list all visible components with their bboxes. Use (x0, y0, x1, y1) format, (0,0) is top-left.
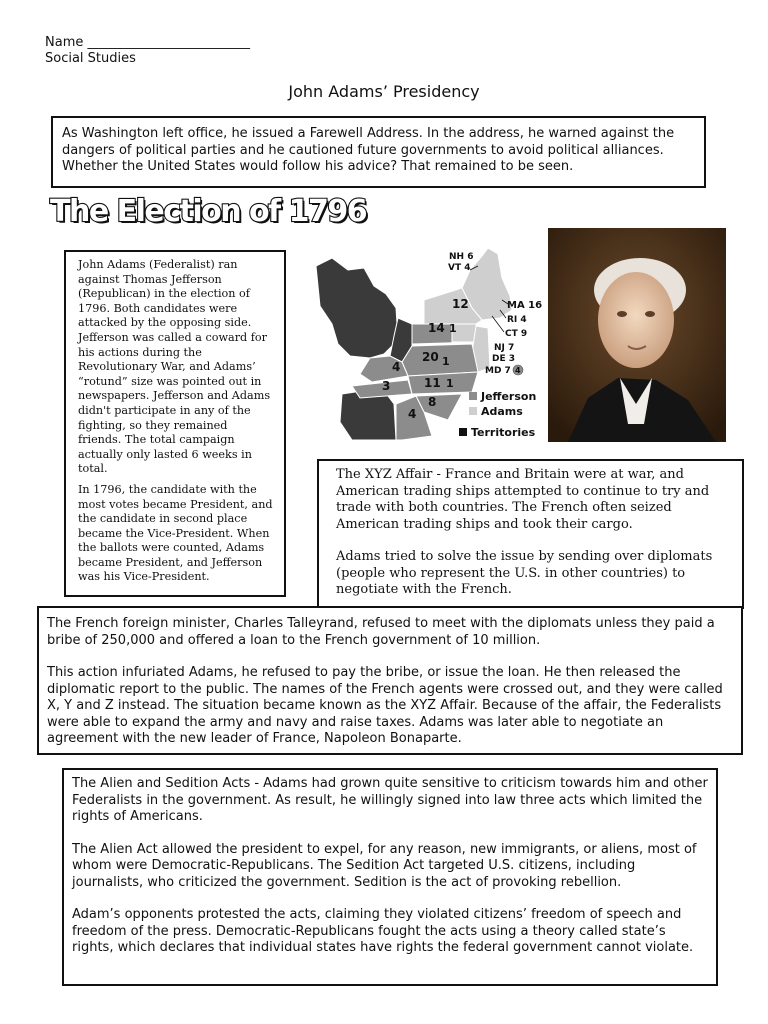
label-md-jefferson: 4 (515, 366, 521, 375)
legend-jefferson: Jefferson (481, 390, 537, 403)
label-tn: 3 (382, 379, 391, 393)
label-vt: VT 4 (448, 263, 471, 273)
name-line[interactable]: Name _________________________ (45, 35, 250, 50)
legend-swatch-jefferson (469, 392, 477, 400)
label-ny: 12 (452, 297, 469, 311)
label-md: MD 7 (485, 366, 511, 376)
legend-adams: Adams (481, 405, 523, 418)
john-adams-portrait (548, 228, 726, 442)
label-va-adams: 1 (442, 355, 450, 368)
label-ga: 4 (408, 407, 417, 421)
election-text-2: In 1796, the candidate with the most votes became President, and the candidate in second place became the Vice-President. When the ballots were counted, Adams became President, and Jefferson was his Vice-President. (78, 482, 273, 584)
label-ky: 4 (392, 360, 401, 374)
election-box (64, 250, 286, 597)
xyz-affair-box (317, 459, 744, 609)
alien-text-3: Adam’s opponents protested the acts, claiming they violated citizens’ freedom of speech and freedom of the press. Democratic-Republicans fought the acts using a theory called state’s rights, which declares that individual states have rights the federal government cannot violate. (72, 907, 694, 955)
territory-northwest (316, 258, 398, 358)
election-heading: The Election of 1796 (50, 194, 367, 229)
alien-text-2: The Alien Act allowed the president to expel, for any reason, new immigrants, or aliens, most of whom were Democratic-Republicans. The Sedition Act targeted U.S. citizens, including journalists, who criticized the government. Sedition is the act of provoking rebellion. (72, 841, 697, 890)
label-pa-jefferson: 1 (449, 322, 457, 335)
state-virginia (402, 344, 478, 376)
alien-text-1: The Alien and Sedition Acts - Adams had grown quite sensitive to criticism towards him and other Federalists in the government. As result, he willingly signed into law three acts which limited the rights of Americans. (72, 776, 708, 824)
label-ma: MA 16 (507, 300, 543, 311)
legend-territories: Territories (471, 426, 536, 439)
label-nc-jefferson: 11 (424, 376, 441, 390)
label-va-jefferson: 20 (422, 350, 439, 364)
legend-swatch-territories (459, 428, 467, 436)
intro-box (51, 116, 706, 188)
label-de: DE 3 (492, 354, 516, 364)
talleyrand-box (37, 606, 743, 755)
label-ct: CT 9 (505, 329, 528, 339)
election-text-1: John Adams (Federalist) ran against Thomas Jefferson (Republican) in the election of 1796. Both candidates were attacked by the opposing side. Jefferson was called a coward for his actions during the Revolutionary War, and Adams’ “rotund” size was pointed out in newspapers. Jefferson and Adams didn't participate in any of the fighting, so they remained friends. The total campaign actually only lasted 6 weeks in total. (78, 258, 271, 476)
label-nc-adams: 1 (446, 377, 454, 390)
page-title: John Adams’ Presidency (288, 82, 480, 101)
talleyrand-text-1: The French foreign minister, Charles Talleyrand, refused to meet with the diplomats unless they paid a bribe of 250,000 and offered a loan to the French government of 10 million. (47, 616, 715, 648)
talleyrand-text-2: This action infuriated Adams, he refused to pay the bribe, or issue the loan. He then released the diplomatic report to the public. The names of the French agents were crossed out, and they were called X, Y and Z instead. The situation became known as the XYZ Affair. Because of the affair, the Federalists were able to expand the army and navy and raise taxes. Adams was later able to negotiate an agreement with the new leader of France, Napoleon Bonaparte. (47, 665, 723, 746)
class-label: Social Studies (45, 51, 136, 66)
label-pa-adams: 14 (428, 321, 445, 335)
alien-sedition-box (62, 768, 718, 986)
legend-swatch-adams (469, 407, 477, 415)
election-map (312, 244, 548, 444)
label-nh: NH 6 (449, 252, 474, 262)
label-nj: NJ 7 (494, 343, 515, 353)
intro-text: As Washington left office, he issued a Farewell Address. In the address, he warned against the dangers of political parties and he cautioned future governments to avoid political alliances. Whether the United States would follow his advice? That remained to be seen. (62, 126, 675, 174)
xyz-text-1: The XYZ Affair - France and Britain were at war, and American trading ships attempted to continue to try and trade with both countries. The French often seized American trading ships and took their cargo. (336, 467, 710, 532)
label-sc: 8 (428, 395, 437, 409)
xyz-text-2: Adams tried to solve the issue by sending over diplomats (people who represent the U.S. in other countries) to negotiate with the French. (336, 549, 713, 597)
label-ri: RI 4 (507, 315, 527, 325)
state-north-carolina (408, 372, 478, 394)
